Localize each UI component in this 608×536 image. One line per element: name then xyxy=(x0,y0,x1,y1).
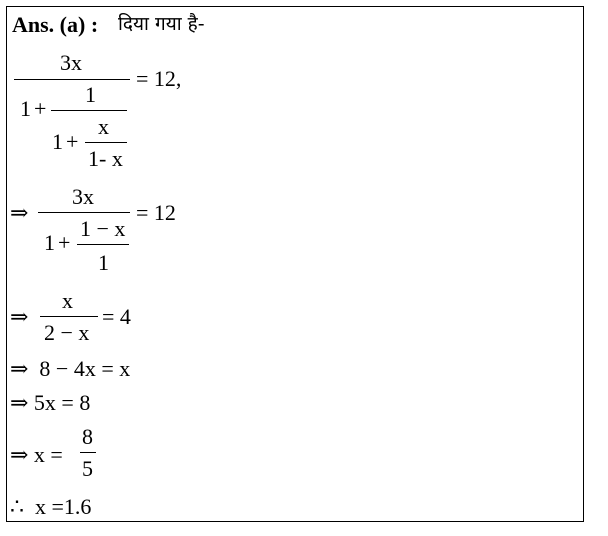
step1-innermost-numerator: x xyxy=(98,114,109,139)
step1-inner-den-one: 1 xyxy=(52,129,63,154)
step3-fraction-bar xyxy=(40,316,98,317)
answer-intro: दिया गया है- xyxy=(118,13,205,35)
step1-numerator: 3x xyxy=(60,50,82,75)
step3-implies: ⇒ xyxy=(10,304,29,329)
step2-numerator: 3x xyxy=(72,184,94,209)
step2-rhs: = 12 xyxy=(136,200,176,225)
step2-implies: ⇒ xyxy=(10,200,29,225)
step2-inner-numerator: 1 − x xyxy=(80,216,126,241)
step1-innermost-fraction-bar xyxy=(85,142,127,143)
step6-numerator: 8 xyxy=(82,424,93,449)
answer-label: Ans. (a) : xyxy=(12,12,99,37)
step2-plus: + xyxy=(58,230,71,255)
step1-plus: + xyxy=(34,96,47,121)
step7-line: ∴ x =1.6 xyxy=(10,494,92,519)
step1-inner-plus: + xyxy=(66,129,79,154)
step2-inner-fraction-bar xyxy=(77,244,129,245)
step6-lhs: ⇒ x = xyxy=(10,442,63,467)
step3-denominator: 2 − x xyxy=(44,320,90,345)
step1-innermost-denominator: 1- x xyxy=(88,146,123,171)
step3-rhs: = 4 xyxy=(102,304,131,329)
step5-line: ⇒ 5x = 8 xyxy=(10,390,91,415)
step2-main-fraction-bar xyxy=(38,212,130,213)
step2-inner-denominator: 1 xyxy=(98,250,109,275)
step1-rhs: = 12, xyxy=(136,66,182,91)
step1-den-one: 1 xyxy=(20,96,31,121)
step6-fraction-bar xyxy=(80,452,96,453)
step2-den-one: 1 xyxy=(44,230,55,255)
step1-inner-fraction-bar xyxy=(51,110,127,111)
step1-main-fraction-bar xyxy=(14,79,130,80)
step3-numerator: x xyxy=(62,288,73,313)
step1-inner-numerator: 1 xyxy=(85,82,96,107)
step4-line: ⇒ 8 − 4x = x xyxy=(10,356,131,381)
step6-denominator: 5 xyxy=(82,456,93,481)
